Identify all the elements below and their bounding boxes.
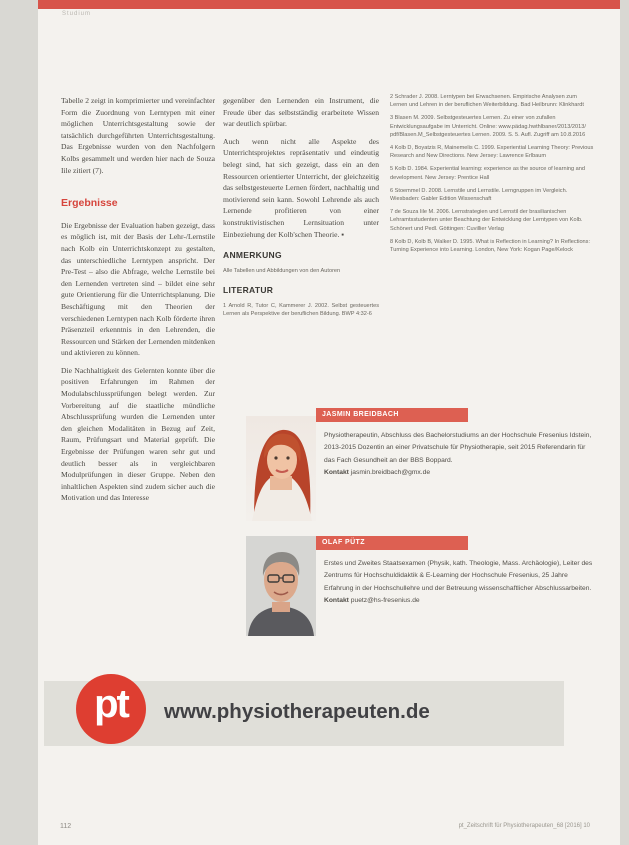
top-color-bar [38, 0, 620, 9]
bio-description: Erstes und Zweites Staatsexamen (Physik, kath. Theologie, Mass. Archäologie), Leiter des Zentrums für Hochschuldidaktik & E-Learning der Hochschule Fresenius, 25 Jahre Erfahrung in der Hochschullehre und der Betreuung wissenschaftlicher Abschlussarbeiten. [324, 560, 593, 592]
section-heading-ergebnisse: Ergebnisse [61, 197, 118, 210]
reference-item: 3 Blasen M. 2009. Selbstgesteuertes Lernen. Zu einer von zufallen Entwicklungsaufgabe im Unterricht. Online: www.pädag.hwthlbaner/2013/2013/ pdf/Blasen.M_Selbstgesteuertes Lernen. 2009. S. 5. Aufl. Zugriff am 10.8.2016 [390, 115, 586, 138]
paragraph: Die Ergebnisse der Evaluation haben gezeigt, dass es möglich ist, mit der Basis der Lehr-/Lernstile nach Kolb ein Unterrichtskonzept zu gestalten, das unterschiedliche Lerntypen anspricht. Der Pre-Test – also die Abfrage, welche Lernstile bei den Lernenden vertreten sind – bildet eine sehr gute Orientierung für die Unterrichtsplanung. Die Beschäftigung mit den Theorien der verschiedenen Lerntypen nach Kolb förderte ihren Präsenzteil erkenntnis in den Lehrenden, die Ressourcen und Stärken der Lernenden mitdenken und aktivieren zu können. [61, 220, 215, 358]
running-head: Studium [62, 11, 92, 17]
left-column [61, 95, 215, 510]
end-mark: ▪ [341, 229, 344, 239]
contact-email: jasmin.breidbach@gmx.de [350, 469, 431, 477]
journal-footer: pt_Zeitschrift für Physiotherapeuten_68 [2016] 10 [458, 823, 590, 829]
contact-email: puetz@hs-fresenius.de [350, 597, 420, 605]
reference-item: 4 Kolb D, Boyatzis R, Mainemelis C. 1999. Experiential Learning Theory: Previous Research and New Directions. New Jersey: Lawrence Erlbaum [390, 145, 594, 160]
contact-label: Kontakt [324, 597, 349, 605]
paragraph-text: Auch wenn nicht alle Aspekte des Unterrichtsprojektes repräsentativ und eindeutig belegt sind, hat sich gezeigt, dass ein an den Ressourcen orientierter Unterricht, der gleichzeitig das selbstgesteuerte Lernen fördert, nachhaltig und motivierend sein kann. Sowohl Lehrende als auch Lernende profitieren von einer konstruktivistischen Lernsituation unter Einbeziehung der Kolb'schen Theorie. [223, 136, 379, 239]
pt-logo [76, 674, 146, 744]
banner-url-link[interactable]: www.physiotherapeuten.de [164, 700, 430, 723]
reference-item: 6 Stoemmel D. 2008. Lernstile und Lernstile. Lerngruppen im Vergleich. Wiesbaden: Gabler Edition Wissenschaft [390, 187, 568, 203]
reference-item: 1 Arnold R, Tutor C, Kammerer J. 2002. Selbst gesteuertes Lernen als Perspektive der beruflichen Bildung. BWP 4:32-6 [223, 302, 379, 317]
note-heading: ANMERKUNG [223, 250, 282, 261]
middle-column [223, 95, 379, 323]
author-name-bar: OLAF PÜTZ [316, 536, 468, 550]
author-name-bar: JASMIN BREIDBACH [316, 408, 468, 422]
pt-logo-text: pt [94, 682, 128, 726]
page-number: 112 [60, 823, 72, 830]
reference-item: 2 Schrader J. 2008. Lerntypen bei Erwachsenen. Empirische Analysen zum Lernen und Lehren in der beruflichen Weiterbildung. Bad Heilbrunn: Klinkhardt [390, 94, 584, 109]
literature-heading: LITERATUR [223, 284, 274, 295]
paragraph [223, 136, 379, 240]
paragraph: gegenüber den Lernenden ein Instrument, die Freude über das selbstständig erarbeitete Wissen war deutlich spürbar. [223, 96, 379, 129]
reference-item: 5 Kolb D. 1984. Experiential learning: experience as the source of learning and development. New Jersey: Prentice Hall [390, 166, 585, 181]
references-column [390, 93, 595, 259]
author-photo-woman [246, 416, 316, 521]
reference-item: 7 de Souza Iile M. 2006. Lernstrategien und Lernstil der brasilianischen Lehramtsstudenten unter Beachtung der Entwicklung der Lerntypen von Kolb. Schönert und Pedl. Göttingen: Cuvillier Verlag [390, 209, 583, 232]
author-bio-text [324, 430, 596, 480]
note-text: Alle Tabellen und Abbildungen von den Autoren [223, 267, 341, 274]
contact-label: Kontakt [324, 469, 349, 477]
bio-description: Physiotherapeutin, Abschluss des Bachelorstudiums an der Hochschule Fresenius Idstein, 2013-2015 Dozentin an einer Privatschule für Physiotherapie, seit 2015 Referendarin für das Fach Gesundheit an der BBS Boppard. [324, 432, 592, 464]
paragraph: Die Nachhaltigkeit des Gelernten konnte über die positiven Erfahrungen im Rahmen der Modulabschlussprüfungen belegt werden. Zur Vorbereitung auf die staatliche mündliche Abschlussprüfung wurden die Lernenden unter den gleichen Modalitäten in Bezug auf Zeit, Raum, Prüfungsart und Material geprüft. Die Ergebnisse der Prüfungen waren sehr gut und deutlich besser als in vergleichbaren Modulprüfungen in dieser Gruppe. Neben den inhaltlichen Aspekten sind zudem sicher auch die Motivation und das Interesse [61, 365, 215, 503]
author-photo-man [246, 536, 316, 636]
reference-item: 8 Kolb D, Kolb B, Walker D. 1995. What is Reflection in Learning? In Reflections: Turning Experience into Learning. London, New York: Kogan Page/Kelock [390, 238, 591, 254]
author-bio-text [324, 558, 596, 608]
paragraph: Tabelle 2 zeigt in komprimierter und vereinfachter Form die Zuordnung von Lerntypen mit einer möglichen Unterrichtsgestaltung sowie der tatsächlich durchgeführten Unterrichtsgestaltung. Das Ergebnisse wurden von den Nachfolgern Kolbs gesammelt und werden hier nach de Souza Iile zitiert (7). [61, 96, 215, 175]
